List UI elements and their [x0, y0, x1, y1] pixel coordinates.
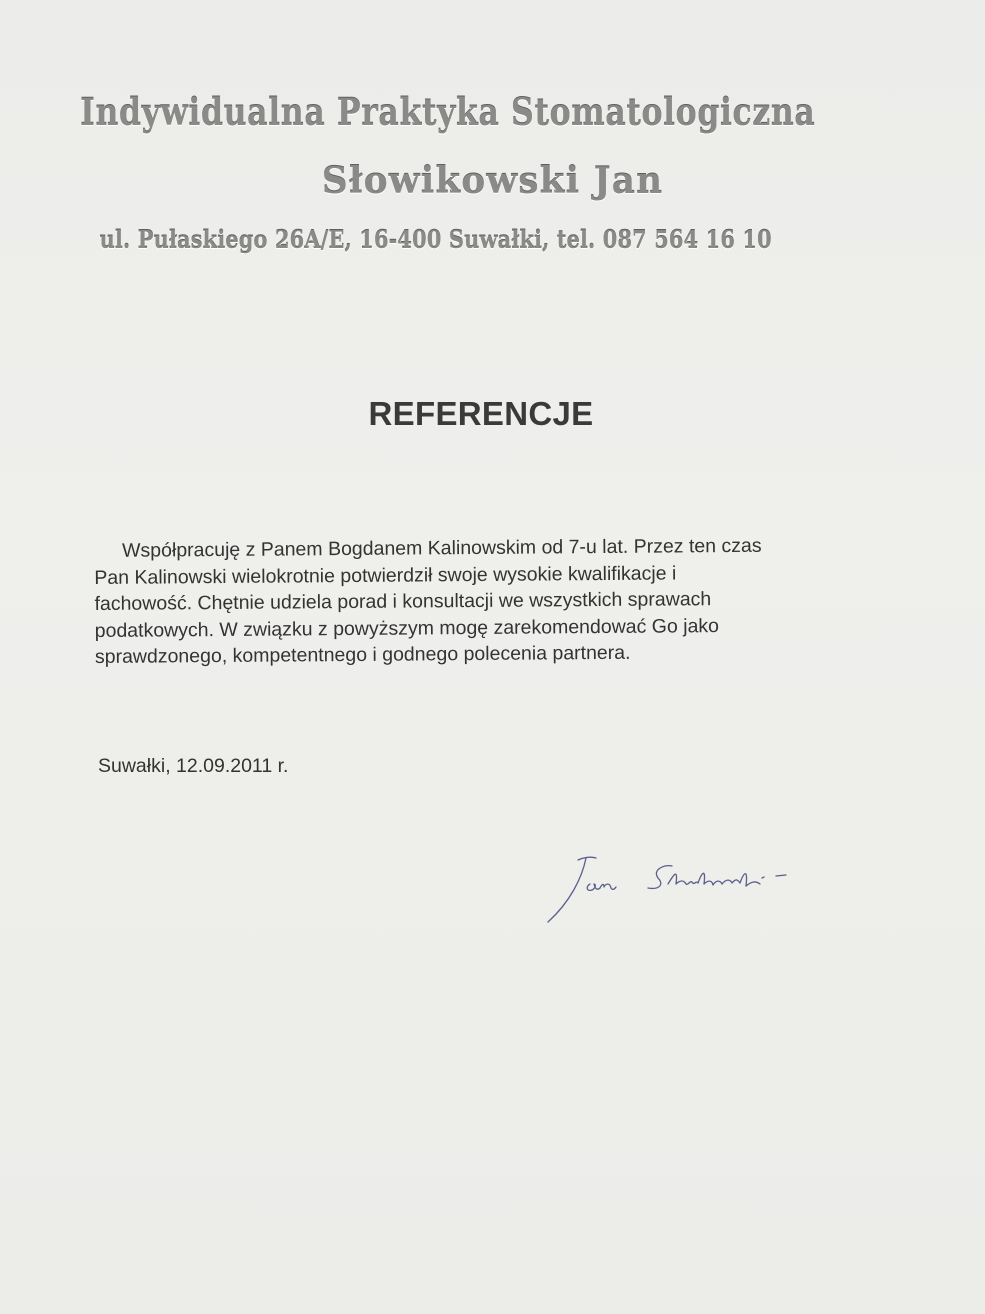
place-and-date: Suwałki, 12.09.2011 r. [98, 755, 289, 777]
letterhead-practice-name: Indywidualna Praktyka Stomatologiczna [80, 90, 816, 134]
body-paragraph [94, 532, 885, 671]
document-title: REFERENCJE [368, 395, 594, 432]
handwritten-signature [540, 850, 810, 930]
letterhead-address: ul. Pułaskiego 26A/E, 16-400 Suwałki, tel. 087 564 16 10 [99, 225, 772, 254]
body-line: fachowość. Chętnie udziela porad i konsultacji we wszystkich sprawach [94, 588, 712, 616]
body-line: podatkowych. W związku z powyższym mogę zarekomendować Go jako [94, 614, 720, 642]
body-line: Współpracuję z Panem Bogdanem Kalinowskim od 7-u lat. Przez ten czas [122, 534, 762, 562]
body-line: Pan Kalinowski wielokrotnie potwierdził swoje wysokie kwalifikacje i [94, 562, 677, 589]
body-line: sprawdzonego, kompetentnego i godnego polecenia partnera. [94, 642, 631, 669]
letterhead-owner-name: Słowikowski Jan [321, 160, 664, 202]
